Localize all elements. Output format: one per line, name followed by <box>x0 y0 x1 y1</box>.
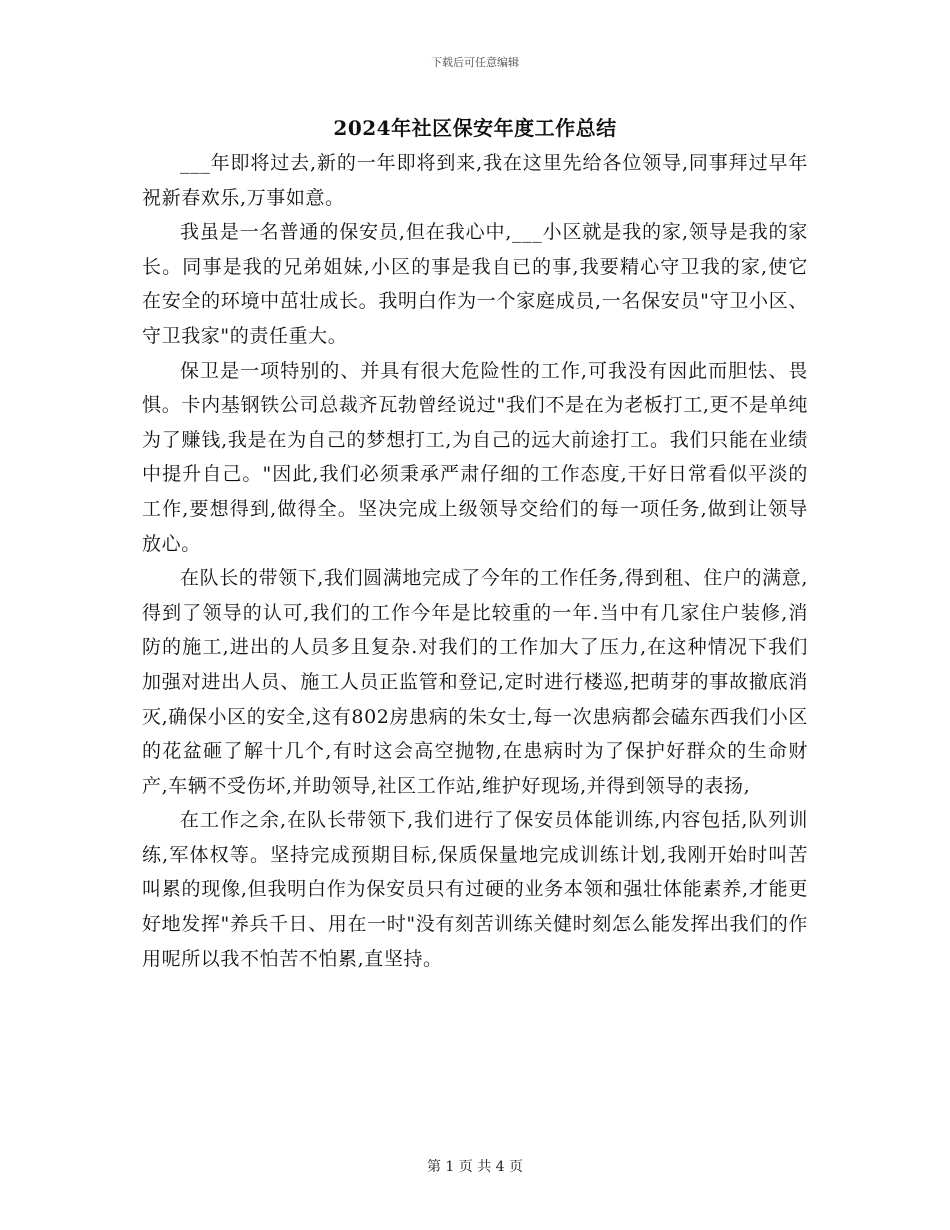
paragraph: 在队长的带领下,我们圆满地完成了今年的工作任务,得到租、住户的满意,得到了领导的认可,我们的工作今年是比较重的一年.当中有几家住户装修,消防的施工,进出的人员多且复杂.对我们的工作加大了压力,在这种情况下我们加强对进出人员、施工人员正监管和登记,定时进行楼巡,把萌芽的事故撤底消灭,确保小区的安全,这有802房患病的朱女士,每一次患病都会磕东西我们小区的花盆砸了解十几个,有时这会高空抛物,在患病时为了保护好群众的生命财产,车辆不受伤坏,并助领导,社区工作站,维护好现场,并得到领导的表扬, <box>142 567 808 797</box>
header-note: 下载后可任意编辑 <box>431 56 519 69</box>
paragraph: 在工作之余,在队长带领下,我们进行了保安员体能训练,内容包括,队列训练,军体权等。坚持完成预期目标,保质保量地完成训练计划,我刚开始时叫苦叫累的现像,但我明白作为保安员只有过硬的业务本领和强壮体能素养,才能更好地发挥"养兵千日、用在一时"没有刻苦训练关健时刻怎么能发挥出我们的作用呢所以我不怕苦不怕累,直坚持。 <box>142 809 808 970</box>
paragraph: 保卫是一项特别的、并具有很大危险性的工作,可我没有因此而胆怯、畏惧。卡内基钢铁公司总裁齐瓦勃曾经说过"我们不是在为老板打工,更不是单纯为了赚钱,我是在为自己的梦想打工,为自己的远大前途打工。我们只能在业绩中提升自己。"因此,我们必须秉承严肃仔细的工作态度,干好日常看似平淡的工作,要想得到,做得全。坚决完成上级领导交给们的每一项任务,做到让领导放心。 <box>142 359 808 555</box>
paragraph: ___年即将过去,新的一年即将到来,我在这里先给各位领导,同事拜过早年祝新春欢乐,万事如意。 <box>142 152 808 209</box>
paragraph: 我虽是一名普通的保安员,但在我心中,___小区就是我的家,领导是我的家长。同事是我的兄弟姐妹,小区的事是我自已的事,我要精心守卫我的家,使它在安全的环境中茁壮成长。我明白作为一个家庭成员,一名保安员"守卫小区、守卫我家"的责任重大。 <box>142 221 808 347</box>
document-body <box>142 146 808 976</box>
document-title: 2024年社区保安年度工作总结 <box>333 116 617 140</box>
page-number: 第 1 页 共 4 页 <box>426 1159 524 1175</box>
